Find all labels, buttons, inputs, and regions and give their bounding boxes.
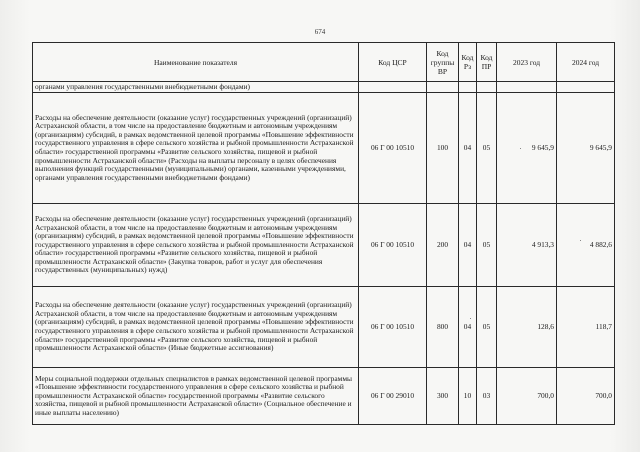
row-pr: 05 [477, 204, 497, 287]
row-2024: 9 645,9 [557, 93, 615, 204]
scan-speck [470, 318, 471, 319]
row-vr: 200 [427, 204, 459, 287]
row-name: Расходы на обеспечение деятельности (оказание услуг) государственных учреждений (организаций) Астраханской области, в том числе на предоставление бюджетным и автономным учреждениям (организациям) субсидий, в рамках ведомственной целевой программы «Повышение эффективности государственного управления в сфере сельского хозяйства и рыбной промышленности Астраханской области» государственной программы «Развитие сельского хозяйства, пищевой и рыбной промышленности Астраханской области» (Иные бюджетные ассигнования) [33, 287, 359, 368]
row-csr: 06 Г 00 29010 [359, 368, 427, 425]
empty-cell [359, 82, 427, 93]
row-name: Расходы на обеспечение деятельности (оказание услуг) государственных учреждений (организаций) Астраханской области, в том числе на предоставление бюджетным и автономным учреждениям (организациям) субсидий, в рамках ведомственной целевой программы «Повышение эффективности государственного управления в сфере сельского хозяйства и рыбной промышленности Астраханской области» государственной программы «Развитие сельского хозяйства, пищевой и рыбной промышленности Астраханской области» (Расходы на выплаты персоналу в целях обеспечения выполнения функций государственными (муниципальными) органами, казенными учреждениями, органами управления государственными внебюджетными фондами) [33, 93, 359, 204]
row-vr: 800 [427, 287, 459, 368]
row-rz: 04 [459, 287, 477, 368]
row-2023: 128,6 [497, 287, 557, 368]
row-name: Меры социальной поддержки отдельных специалистов в рамках ведомственной целевой программы «Повышение эффективности государственного управления в сфере сельского хозяйства и рыбной промышленности Астраханской области» государственной программы «Развитие сельского хозяйства, пищевой и рыбной промышленности Астраханской области» (Социальное обеспечение и иные выплаты населению) [33, 368, 359, 425]
header-2024: 2024 год [557, 43, 615, 82]
header-csr: Код ЦСР [359, 43, 427, 82]
row-csr: 06 Г 00 10510 [359, 204, 427, 287]
row-rz: 04 [459, 93, 477, 204]
header-rz: Код Рз [459, 43, 477, 82]
row-2023: 4 913,3 [497, 204, 557, 287]
row-vr: 300 [427, 368, 459, 425]
empty-cell [497, 82, 557, 93]
header-vr: Код группы ВР [427, 43, 459, 82]
row-pr: 05 [477, 287, 497, 368]
scan-speck [520, 148, 521, 149]
row-pr: 03 [477, 368, 497, 425]
continuation-text: органами управления государственными внебюджетными фондами) [33, 82, 359, 93]
row-2024: 118,7 [557, 287, 615, 368]
row-2024: 700,0 [557, 368, 615, 425]
empty-cell [557, 82, 615, 93]
table-row [33, 287, 615, 368]
row-csr: 06 Г 00 10510 [359, 287, 427, 368]
row-csr: 06 Г 00 10510 [359, 93, 427, 204]
continuation-row [33, 82, 615, 93]
table-header-row [33, 43, 615, 82]
scan-speck [580, 240, 581, 241]
empty-cell [427, 82, 459, 93]
row-name: Расходы на обеспечение деятельности (оказание услуг) государственных учреждений (организаций) Астраханской области, в том числе на предоставление бюджетным и автономным учреждениям (организациям) субсидий, в рамках ведомственной целевой программы «Повышение эффективности государственного управления в сфере сельского хозяйства и рыбной промышленности Астраханской области» государственной программы «Развитие сельского хозяйства, пищевой и рыбной промышленности Астраханской области» (Закупка товаров, работ и услуг для обеспечения государственных (муниципальных) нужд) [33, 204, 359, 287]
row-rz: 10 [459, 368, 477, 425]
header-pr: Код ПР [477, 43, 497, 82]
row-vr: 100 [427, 93, 459, 204]
header-2023: 2023 год [497, 43, 557, 82]
row-2023: 700,0 [497, 368, 557, 425]
row-2023: 9 645,9 [497, 93, 557, 204]
empty-cell [477, 82, 497, 93]
row-2024: 4 882,6 [557, 204, 615, 287]
table-row [33, 204, 615, 287]
page-number: 674 [314, 28, 326, 36]
header-name: Наименование показателя [33, 43, 359, 82]
empty-cell [459, 82, 477, 93]
table-row [33, 93, 615, 204]
row-rz: 04 [459, 204, 477, 287]
table-row [33, 368, 615, 425]
budget-table [32, 42, 615, 425]
row-pr: 05 [477, 93, 497, 204]
